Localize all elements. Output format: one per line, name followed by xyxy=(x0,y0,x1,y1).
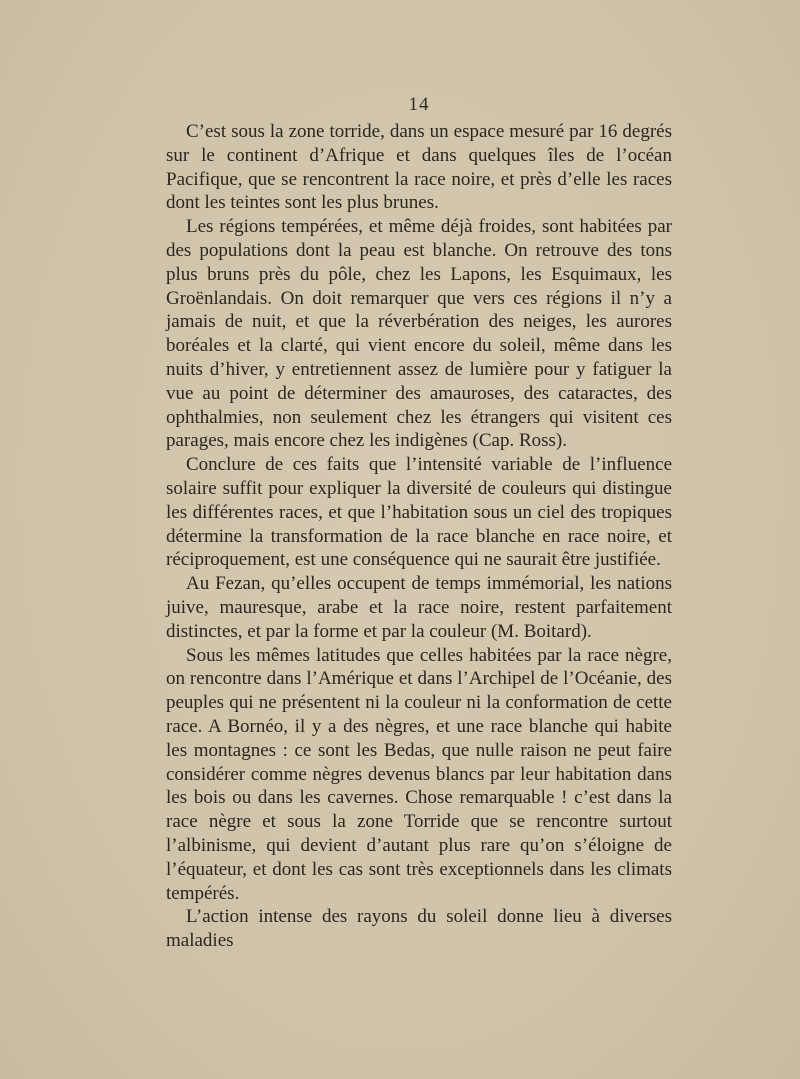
paragraph-3: Conclure de ces faits que l’intensité variable de l’influence solaire suffit pour expliquer la diversité de couleurs qui distingue les différentes races, et que l’habitation sous un ciel des tropiques détermine la transformation de la race blanche en race noire, et réciproquement, est une conséquence qui ne saurait être justifiée. xyxy=(166,454,672,571)
paragraph-6: L’action intense des rayons du soleil donne lieu à diverses maladies xyxy=(166,906,672,952)
paragraph-1: C’est sous la zone torride, dans un espace mesuré par 16 degrés sur le continent d’Afrique et dans quelques îles de l’océan Pacifique, que se rencontrent la race noire, et près d’elle les races dont les teintes sont les plus brunes. xyxy=(166,121,672,214)
paragraph-2: Les régions tempérées, et même déjà froides, sont habitées par des populations dont la peau est blanche. On retrouve des tons plus bruns près du pôle, chez les Lapons, les Esquimaux, les Groënlandais. On doit remarquer que vers ces régions il n’y a jamais de nuit, et que la réverbération des neiges, les aurores boréales et la clarté, qui vient encore du soleil, même dans les nuits d’hiver, y entretiennent assez de lumière pour y fatiguer la vue au point de déterminer des amauroses, des cataractes, des ophthalmies, non seulement chez les étrangers qui visitent ces parages, mais encore chez les indigènes (Cap. Ross). xyxy=(166,216,672,452)
body-text xyxy=(166,120,672,953)
paragraph-4: Au Fezan, qu’elles occupent de temps immémorial, les nations juive, mauresque, arabe et la race noire, restent parfaitement distinctes, et par la forme et par la couleur (M. Boitard). xyxy=(166,573,672,642)
paragraph-5: Sous les mêmes latitudes que celles habitées par la race nègre, on rencontre dans l’Amérique et dans l’Archipel de l’Océanie, des peuples qui ne présentent ni la couleur ni la conformation de cette race. A Bornéo, il y a des nègres, et une race blanche qui habite les montagnes : ce sont les Bedas, que nulle raison ne peut faire considérer comme nègres devenus blancs par leur habitation dans les bois ou dans les cavernes. Chose remarquable ! c’est dans la race nègre et sous la zone Torride que se rencontre surtout l’albinisme, qui devient d’autant plus rare qu’on s’éloigne de l’équateur, et dont les cas sont très exceptionnels dans les climats tempérés. xyxy=(166,644,672,904)
page-number: 14 xyxy=(408,94,430,115)
